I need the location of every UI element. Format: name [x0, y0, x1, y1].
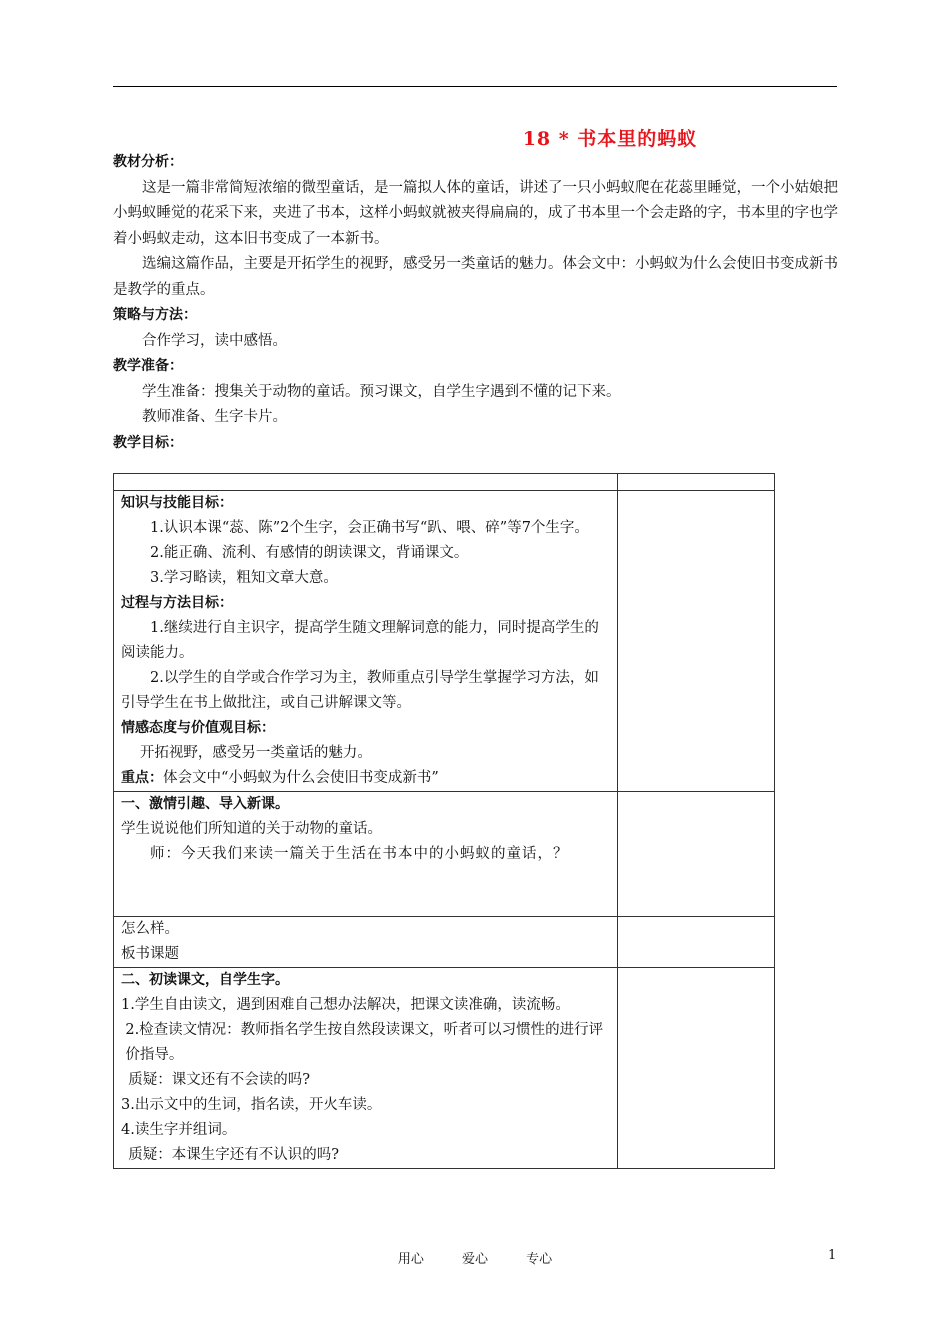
part1-cell [114, 792, 618, 917]
header-rule [113, 86, 837, 87]
part2-heading: 二、初读课文，自学生字。 [121, 972, 289, 988]
part2-paragraph: 4.读生字并组词。 [121, 1122, 237, 1138]
table-side-cell [618, 968, 775, 1169]
prep-heading: 教学准备： [113, 358, 183, 374]
table-side-cell [618, 792, 775, 917]
part1-heading: 一、激情引趣、导入新课。 [121, 796, 289, 812]
goal-item: 3.学习略读，粗知文章大意。 [150, 570, 338, 586]
footer-word: 专心 [526, 1252, 553, 1267]
part2-paragraph: 1.学生自由读文，遇到困难自己想办法解决，把课文读准确，读流畅。 [121, 997, 570, 1013]
goal-item: 开拓视野，感受另一类童话的魅力。 [139, 745, 372, 761]
table-row [114, 917, 775, 968]
page-title: 18 * 书本里的蚂蚁 [522, 128, 698, 150]
goal-item: 2.以学生的自学或合作学习为主，教师重点引导学生掌握学习方法，如引导学生在书上做批注，或自己讲解课文等。 [121, 670, 599, 711]
knowledge-goals-heading: 知识与技能目标： [121, 495, 233, 511]
lesson-table [113, 473, 775, 1169]
part1-paragraph: 师：今天我们来读一篇关于生活在书本中的小蚂蚁的童话，？ [150, 846, 569, 862]
part2-paragraph: 质疑：课文还有不会读的吗? [128, 1072, 311, 1088]
goals-cell [114, 491, 618, 792]
goal-item: 1.认识本课“蕊、陈”2个生字，会正确书写“趴、喂、碎”等7个生字。 [150, 520, 589, 536]
goal-item: 2.能正确、流利、有感情的朗读课文，背诵课文。 [150, 545, 469, 561]
part2-paragraph: 2.检查读文情况：教师指名学生按自然段读课文，听者可以习惯性的进行评价指导。 [125, 1022, 604, 1063]
part1b-cell [114, 917, 618, 968]
key-point-label: 重点： [121, 770, 163, 786]
part2-paragraph: 质疑：本课生字还有不认识的吗? [128, 1147, 340, 1163]
emotion-goals-heading: 情感态度与价值观目标： [121, 720, 275, 736]
part2-paragraph: 3.出示文中的生词，指名读，开火车读。 [121, 1097, 382, 1113]
table-side-cell [618, 491, 775, 792]
goals-heading: 教学目标： [113, 434, 183, 451]
intro-content [113, 150, 839, 456]
strategy-paragraph: 合作学习，读中感悟。 [142, 332, 287, 349]
analysis-paragraph-2: 选编这篇作品，主要是开拓学生的视野，感受另一类童话的魅力。体会文中：小蚂蚁为什么会使旧书变成新书是教学的重点。 [113, 256, 838, 298]
part1-paragraph: 学生说说他们所知道的关于动物的童话。 [121, 821, 382, 837]
footer-word: 爱心 [461, 1252, 488, 1267]
part2-cell [114, 968, 618, 1169]
part1b-paragraph: 板书课题 [121, 946, 179, 962]
footer-motto [0, 1248, 950, 1267]
footer-word: 用心 [397, 1252, 424, 1267]
key-point [121, 766, 610, 791]
analysis-paragraph-1: 这是一篇非常简短浓缩的微型童话，是一篇拟人体的童话，讲述了一只小蚂蚁爬在花蕊里睡觉，一个小姑娘把小蚂蚁睡觉的花采下来，夹进了书本，这样小蚂蚁就被夹得扁扁的，成了书本里一个会走路的字，书本里的字也学着小蚂蚁走动，这本旧书变成了一本新书。 [113, 179, 838, 247]
prep-paragraph-1: 学生准备：搜集关于动物的童话。预习课文，自学生字遇到不懂的记下来。 [142, 383, 621, 400]
prep-paragraph-2: 教师准备、生字卡片。 [142, 409, 287, 425]
table-side-cell [618, 917, 775, 968]
table-row [114, 968, 775, 1169]
table-row [114, 491, 775, 792]
analysis-heading: 教材分析： [113, 154, 183, 170]
key-point-text: 体会文中“小蚂蚁为什么会使旧书变成新书” [163, 770, 439, 786]
page-number: 1 [828, 1248, 837, 1263]
part1b-paragraph: 怎么样。 [121, 921, 179, 937]
table-cell [114, 474, 618, 491]
process-goals-heading: 过程与方法目标： [121, 595, 233, 611]
table-row [114, 474, 775, 491]
table-row [114, 792, 775, 917]
goal-item: 1.继续进行自主识字，提高学生随文理解词意的能力，同时提高学生的阅读能力。 [121, 620, 599, 661]
table-side-cell [618, 474, 775, 491]
strategy-heading: 策略与方法： [113, 307, 197, 323]
